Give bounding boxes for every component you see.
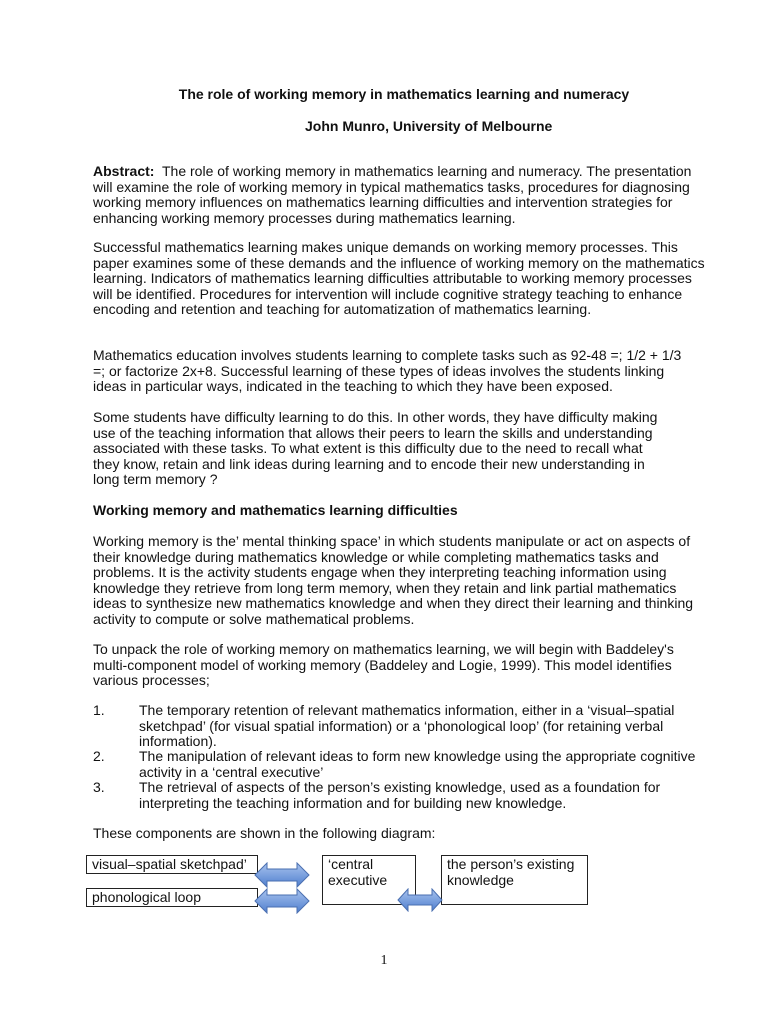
- text-line: sketchpad’ (for visual spatial information) or a ‘phonological loop’ (for retaining verbal: [139, 717, 664, 734]
- text-line: long term memory ?: [93, 471, 218, 488]
- text-line: paper examines some of these demands and the influence of working memory on the mathematics: [93, 254, 705, 271]
- abstract-line: working memory influences on mathematics learning difficulties and intervention strategies for: [93, 194, 673, 211]
- text-line: learning. Indicators of mathematics learning difficulties attributable to working memory processes: [93, 270, 692, 287]
- list-number: 1.: [93, 702, 105, 718]
- list-item: [139, 780, 660, 811]
- text-line: knowledge they retrieve from long term memory, when they retain and link partial mathematics: [93, 579, 677, 596]
- text-line: various processes;: [93, 672, 210, 689]
- text-line: The temporary retention of relevant mathematics information, either in a ‘visual–spatial: [139, 702, 675, 718]
- paragraph-6: These components are shown in the following diagram:: [93, 825, 436, 841]
- paragraph-2: [93, 348, 681, 395]
- text-line: their knowledge during mathematics knowledge or while completing mathematics tasks and: [93, 548, 659, 565]
- text-line: ideas to synthesize new mathematics knowledge and when they direct their learning and thinking: [93, 595, 694, 612]
- list-item: [139, 703, 674, 750]
- text-line: interpreting the teaching information and for building new knowledge.: [139, 794, 567, 811]
- text-line: activity to compute or solve mathematical problems.: [93, 610, 415, 627]
- text-line: To unpack the role of working memory on mathematics learning, we will begin with Baddeley's: [93, 641, 674, 657]
- text-line: encoding and retention and teaching for automatization of mathematics learning.: [93, 301, 592, 318]
- visual-spatial-sketchpad-box: visual–spatial sketchpad’: [86, 855, 258, 874]
- text-line: use of the teaching information that allows their peers to learn the skills and understanding: [93, 424, 653, 441]
- text-line: Working memory is the’ mental thinking space’ in which students manipulate or act on aspects of: [93, 533, 691, 549]
- paragraph-5: [93, 642, 674, 689]
- list-number: 3.: [93, 779, 105, 795]
- text-line: Successful mathematics learning makes unique demands on working memory processes. This: [93, 239, 678, 255]
- text-line: information).: [139, 733, 217, 750]
- abstract-line: The role of working memory in mathematics learning and numeracy. The presentation: [162, 163, 692, 179]
- text-line: Some students have difficulty learning to do this. In other words, they have difficulty making: [93, 409, 658, 425]
- text-line: The manipulation of relevant ideas to form new knowledge using the appropriate cognitive: [139, 748, 696, 764]
- phonological-loop-box: phonological loop: [86, 888, 258, 907]
- paragraph-1: [93, 240, 705, 318]
- abstract-line: enhancing working memory processes during mathematics learning.: [93, 209, 516, 226]
- text-line: problems. It is the activity students engage when they interpreting teaching information using: [93, 564, 667, 581]
- abstract-label: Abstract:: [93, 163, 155, 179]
- text-line: associated with these tasks. To what extent is this difficulty due to the need to recall what: [93, 440, 643, 457]
- text-line: =; or factorize 2x+8. Successful learning of these types of ideas involves the students linking: [93, 362, 665, 379]
- paragraph-4: [93, 534, 693, 628]
- text-line: The retrieval of aspects of the person’s existing knowledge, used as a foundation for: [139, 779, 661, 795]
- list-item: [139, 749, 695, 780]
- list-number: 2.: [93, 748, 105, 764]
- text-line: Mathematics education involves students learning to complete tasks such as 92-48 =; 1/2 + 1/3: [93, 347, 682, 363]
- box-text: ‘central: [328, 856, 374, 872]
- paragraph-3: [93, 410, 657, 488]
- double-arrow-icon: [397, 888, 443, 912]
- page-number: 1: [380, 953, 388, 968]
- box-text: executive: [328, 871, 388, 888]
- text-line: multi-component model of working memory (Baddeley and Logie, 1999). This model identifies: [93, 656, 672, 673]
- box-text: knowledge: [447, 871, 514, 888]
- text-line: will be identified. Procedures for intervention will include cognitive strategy teaching to enhance: [93, 285, 683, 302]
- existing-knowledge-box: [441, 855, 588, 905]
- text-line: activity in a ‘central executive’: [139, 763, 324, 780]
- text-line: ideas in particular ways, indicated in the teaching to which they have been exposed.: [93, 378, 613, 395]
- text-line: they know, retain and link ideas during learning and to encode their new understanding in: [93, 455, 645, 472]
- paper-title: The role of working memory in mathematics learning and numeracy: [178, 86, 630, 102]
- section-heading: Working memory and mathematics learning difficulties: [93, 502, 458, 518]
- abstract-line: will examine the role of working memory in typical mathematics tasks, procedures for diagnosing: [93, 178, 690, 195]
- double-arrow-icon: [254, 862, 310, 914]
- abstract: [93, 164, 691, 226]
- box-text: the person’s existing: [447, 856, 575, 872]
- author-line: John Munro, University of Melbourne: [305, 118, 553, 134]
